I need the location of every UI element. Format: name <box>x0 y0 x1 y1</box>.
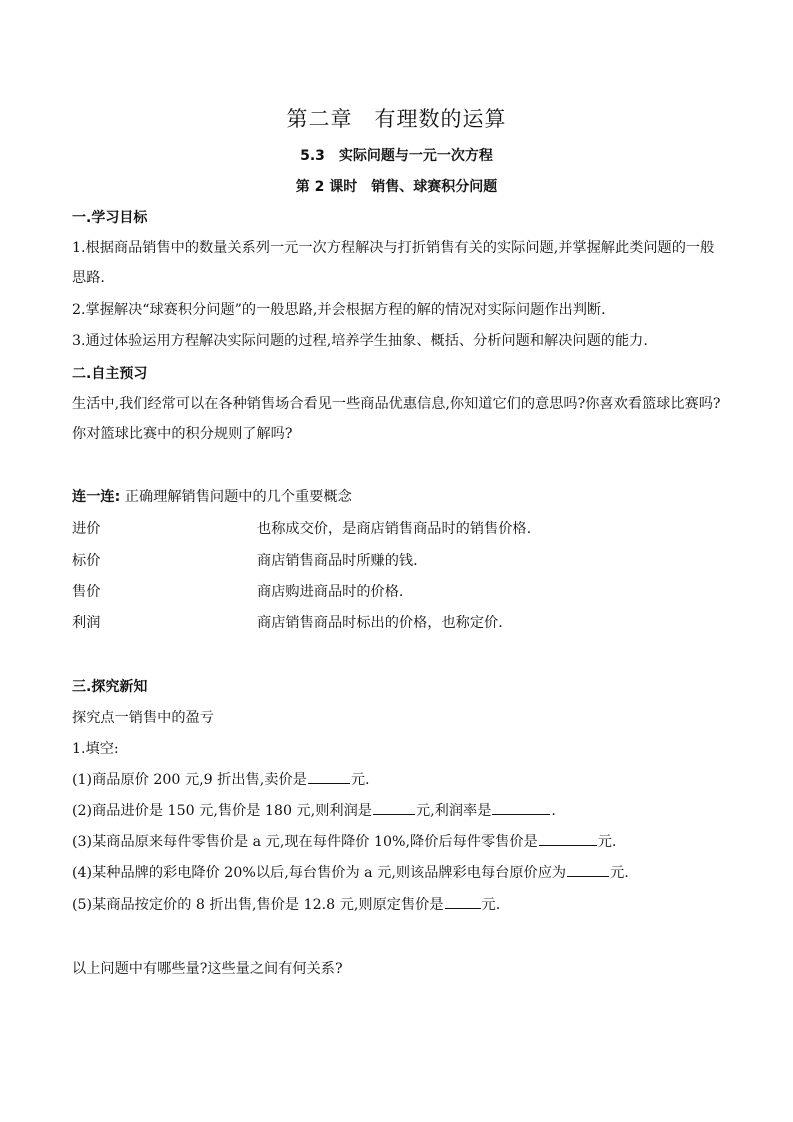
term-marked-price: 标价 <box>72 553 101 569</box>
answer-blank-4[interactable] <box>567 862 609 877</box>
question-2-mid: 元,利润率是 <box>415 803 492 819</box>
definition-3: 商店购进商品时的价格. <box>257 584 404 600</box>
question-4 <box>72 862 629 882</box>
question-1 <box>72 769 370 789</box>
question-3-text: (3)某商品原来每件零售价是 a 元,现在每件降价 10%,降价后每件零售价是 <box>72 834 538 850</box>
goals-heading: 一.学习目标 <box>72 210 148 226</box>
question-5-text: (5)某商品按定价的 8 折出售,售价是 12.8 元,则原定售价是 <box>72 897 444 913</box>
chapter-title: 第二章 有理数的运算 <box>286 107 507 131</box>
question-2 <box>72 800 556 820</box>
reflection-question: 以上问题中有哪些量?这些量之间有何关系? <box>72 961 343 977</box>
question-3-unit: 元. <box>597 834 617 850</box>
goal-item-3: 3.通过体验运用方程解决实际问题的过程,培养学生抽象、概括、分析问题和解决问题的能力. <box>72 333 648 349</box>
explore-point: 探究点一销售中的盈亏 <box>72 710 214 726</box>
question-1-unit: 元. <box>350 772 370 788</box>
goal-item-1: 1.根据商品销售中的数量关系列一元一次方程解决与打折销售有关的实际问题,并掌握解此类问题的一般思路. <box>72 240 715 286</box>
question-2-text: (2)商品进价是 150 元,售价是 180 元,则利润是 <box>72 803 372 819</box>
question-4-unit: 元. <box>610 865 629 881</box>
fill-title: 1.填空: <box>72 741 119 757</box>
answer-blank-5[interactable] <box>445 894 481 909</box>
term-profit: 利润 <box>72 615 101 631</box>
matching-intro: 正确理解销售问题中的几个重要概念 <box>124 489 352 505</box>
section-title: 5.3 实际问题与一元一次方程 <box>300 148 493 164</box>
answer-blank-2b[interactable] <box>492 800 550 815</box>
definition-4: 商店销售商品时标出的价格，也称定价. <box>257 615 503 631</box>
answer-blank-1[interactable] <box>308 769 350 784</box>
question-3 <box>72 831 616 851</box>
answer-blank-2a[interactable] <box>373 800 415 815</box>
preview-heading: 二.自主预习 <box>72 366 148 382</box>
explore-heading: 三.探究新知 <box>72 679 148 695</box>
answer-blank-3[interactable] <box>539 831 597 846</box>
question-5 <box>72 894 500 914</box>
question-4-text: (4)某种品牌的彩电降价 20%以后,每台售价为 a 元,则该品牌彩电每台原价应为 <box>72 865 567 881</box>
question-2-end: . <box>551 803 556 819</box>
matching-label: 连一连: <box>72 489 121 505</box>
question-5-unit: 元. <box>481 897 501 913</box>
lesson-title: 第 2 课时 销售、球赛积分问题 <box>295 179 498 195</box>
definition-2: 商店销售商品时所赚的钱. <box>257 553 418 569</box>
goal-item-2: 2.掌握解决“球赛积分问题”的一般思路,并会根据方程的解的情况对实际问题作出判断. <box>72 302 606 318</box>
term-selling-price: 售价 <box>72 584 101 600</box>
definition-1: 也称成交价，是商店销售商品时的销售价格. <box>257 521 532 537</box>
preview-text: 生活中,我们经常可以在各种销售场合看见一些商品优惠信息,你知道它们的意思吗?你喜欢看篮球比赛吗?你对篮球比赛中的积分规则了解吗? <box>72 396 721 442</box>
question-1-text: (1)商品原价 200 元,9 折出售,卖价是 <box>72 772 307 788</box>
matching-line <box>72 486 352 506</box>
term-cost-price: 进价 <box>72 521 101 537</box>
